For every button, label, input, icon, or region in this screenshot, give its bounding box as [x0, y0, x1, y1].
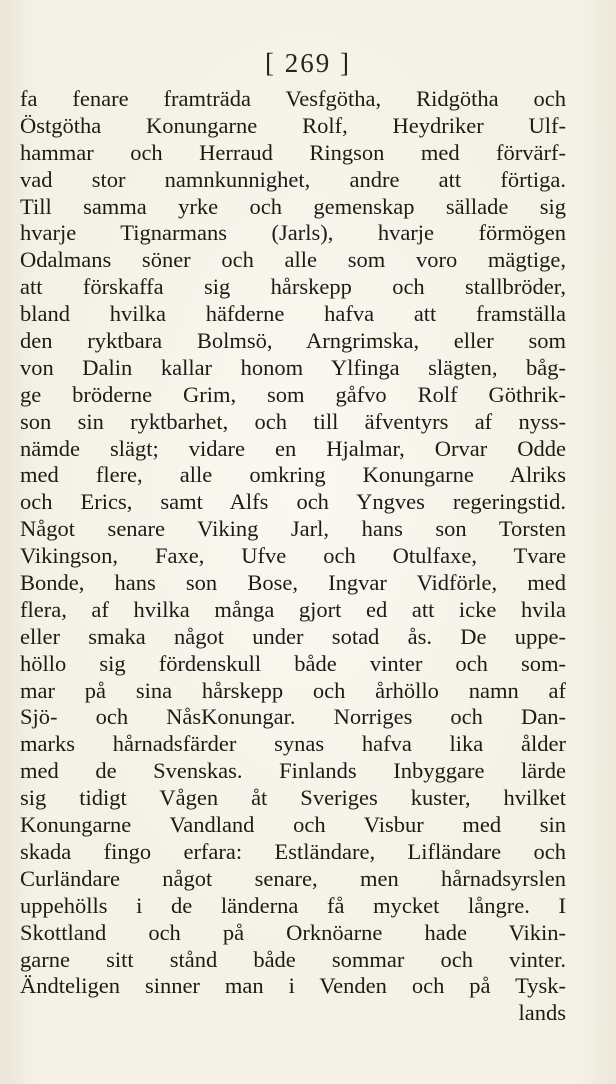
text-line: Vikingson, Faxe, Ufve och Otulfaxe, Tvare	[20, 543, 566, 569]
text-line: marks hårnadsfärder synas hafva lika ålder	[20, 731, 566, 757]
body-text	[20, 86, 566, 1027]
text-line: eller smaka något under sotad ås. De uppe-	[20, 623, 566, 649]
text-line: von Dalin kallar honom Ylfinga slägten, båg-	[20, 354, 566, 380]
text-line: hvarje Tignarmans (Jarls), hvarje förmögen	[20, 220, 566, 246]
text-line: nämde slägt; vidare en Hjalmar, Orvar Odde	[20, 435, 566, 461]
catchword: lands	[518, 1000, 566, 1026]
text-line: Odalmans söner och alle som voro mägtige,	[20, 247, 566, 273]
text-line: Östgötha Konungarne Rolf, Heydriker Ulf-	[20, 112, 566, 138]
text-line: bland hvilka häfderne hafva att framställa	[20, 301, 566, 327]
text-line: Något senare Viking Jarl, hans son Torsten	[20, 516, 566, 542]
text-line: Skottland och på Orknöarne hade Vikin-	[20, 919, 566, 945]
text-line: Bonde, hans son Bose, Ingvar Vidförle, med	[20, 570, 566, 596]
text-line: mar på sina hårskepp och århöllo namn af	[20, 677, 566, 703]
text-line: uppehölls i de länderna få mycket långre. I	[20, 892, 566, 918]
text-line: med flere, alle omkring Konungarne Alriks	[20, 462, 566, 488]
text-line: garne sitt stånd både sommar och vinter.	[20, 946, 566, 972]
text-line: den ryktbara Bolmsö, Arngrimska, eller som	[20, 328, 566, 354]
text-line: fa fenare framträda Vesfgötha, Ridgötha och	[20, 86, 566, 111]
text-line: hammar och Herraud Ringson med förvärf-	[20, 139, 566, 165]
text-line: att förskaffa sig hårskepp och stallbröder,	[20, 274, 566, 300]
text-line: Konungarne Vandland och Visbur med sin	[20, 812, 566, 838]
text-line: Ändteligen sinner man i Venden och på Tysk-	[20, 973, 566, 999]
text-line: ge bröderne Grim, som gåfvo Rolf Göthrik-	[20, 381, 566, 407]
text-line: skada fingo erfara: Estländare, Lifländare och	[20, 838, 566, 864]
text-line: vad stor namnkunnighet, andre att förtiga.	[20, 166, 566, 192]
text-line: höllo sig fördenskull både vinter och som-	[20, 650, 566, 676]
page-number: [ 269 ]	[265, 48, 351, 78]
text-line: sig tidigt Vågen åt Sveriges kuster, hvilket	[20, 785, 566, 811]
text-line: Sjö- och NåsKonungar. Norriges och Dan-	[20, 704, 566, 730]
text-line: son sin ryktbarhet, och till äfventyrs af nyss-	[20, 408, 566, 434]
text-line: med de Svenskas. Finlands Inbyggare lärde	[20, 758, 566, 784]
text-line: flera, af hvilka många gjort ed att icke hvila	[20, 596, 566, 622]
text-line: Curländare något senare, men hårnadsyrslen	[20, 865, 566, 891]
text-line: och Erics, samt Alfs och Yngves regeringstid.	[20, 489, 566, 515]
text-line: Till samma yrke och gemenskap sällade sig	[20, 193, 566, 219]
